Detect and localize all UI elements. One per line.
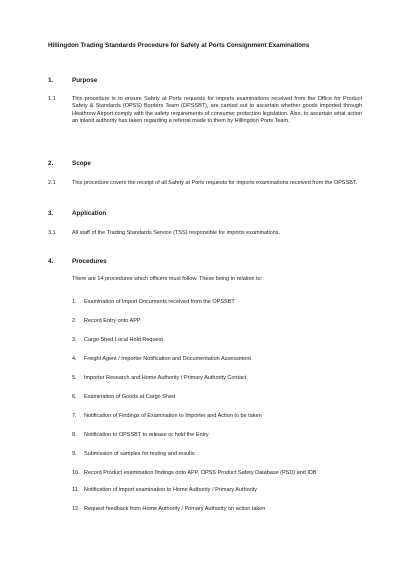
paragraph-purpose — [48, 96, 362, 126]
paragraph-application — [48, 230, 362, 237]
section-heading-application — [48, 210, 106, 218]
procedure-list-item — [72, 413, 352, 420]
procedure-number: 8. — [72, 432, 77, 438]
procedure-list-item — [72, 470, 352, 477]
procedure-list-item — [72, 318, 352, 325]
paragraph-number: 1.1 — [48, 96, 56, 102]
section-title: Procedures — [72, 258, 107, 265]
section-heading-scope — [48, 160, 91, 168]
procedure-text: Examination of Goods at Cargo Shed — [84, 394, 176, 400]
paragraph-number: 3.1 — [48, 230, 56, 236]
procedure-text: Importer Research and Home Authority / Primary Authority Contact — [84, 375, 247, 381]
procedure-list-item — [72, 432, 352, 439]
procedure-text: Notification to OPSSBT to release or hold the Entry — [84, 432, 209, 438]
section-heading-procedures — [48, 258, 107, 266]
paragraph-text: There are 14 procedures which officers must follow. These being in relation to: — [72, 276, 263, 282]
procedure-list-item — [72, 299, 352, 306]
paragraph-text: This procedure is to ensure Safety at Ports requests for imports examinations received from the Office for Product Safety & Standards (OPSS) Borders Team (OPSSBT), are carried out to ascertain whether goods imported through Heathrow Airport comply with the safety requirements of consumer protection legislation. Also, to ascertain what action an inland authority has taken regarding a referral made to them by Hillingdon Ports Team. — [72, 96, 362, 125]
procedure-number: 7. — [72, 413, 77, 419]
procedure-text: Freight Agent / Importer Notification and Documentation Assessment — [84, 356, 251, 362]
section-number: 2. — [48, 160, 54, 167]
procedure-text: Notification of Findings of Examination to Importer and Action to be taken — [84, 413, 262, 419]
procedure-list-item — [72, 337, 352, 344]
procedure-text: Record Entry onto APP — [84, 318, 141, 324]
paragraph-number: 2.1 — [48, 180, 56, 186]
procedure-text: Notification of import examination to Home Authority / Primary Authority — [84, 487, 258, 494]
paragraph-scope — [48, 180, 362, 187]
procedure-number: 11. — [72, 487, 80, 494]
procedure-number: 10. — [72, 470, 80, 476]
procedure-number: 6. — [72, 394, 77, 400]
procedure-number: 1. — [72, 299, 77, 305]
section-title: Application — [72, 210, 107, 217]
section-number: 4. — [48, 258, 54, 265]
procedure-number: 12. — [72, 506, 80, 513]
procedure-number: 4. — [72, 356, 77, 362]
section-number: 3. — [48, 210, 54, 217]
paragraph-text: All staff of the Trading Standards Service (TSS) responsible for imports examinations. — [72, 230, 281, 236]
procedure-number: 2. — [72, 318, 77, 324]
section-title: Purpose — [72, 77, 98, 84]
procedure-list-item — [72, 506, 352, 513]
procedure-text: Record Product examination findings onto APP, OPSS Product Safety Database (PSD) and IDB — [84, 470, 317, 476]
procedure-list-item — [72, 356, 352, 363]
procedure-list — [72, 299, 352, 525]
section-number: 1. — [48, 77, 54, 84]
section-title: Scope — [72, 160, 91, 167]
procedure-list-item — [72, 451, 352, 458]
procedure-number: 3. — [72, 337, 77, 343]
document-title: Hillingdon Trading Standards Procedure for Safety at Ports Consignment Examinations — [48, 42, 310, 49]
procedure-number: 5. — [72, 375, 77, 381]
procedure-list-item — [72, 375, 352, 382]
procedure-text: Request feedback from Home Authority / Primary Authority on action taken — [84, 506, 266, 513]
paragraph-procedures-intro — [48, 276, 338, 283]
procedure-text: Cargo Shed Local Hold Request — [84, 337, 163, 343]
procedure-number: 9. — [72, 451, 77, 457]
section-heading-purpose — [48, 77, 97, 85]
procedure-list-item — [72, 394, 352, 401]
paragraph-text: This procedure covers the receipt of all Safety at Ports requests for imports examinations received from the OPSSBT. — [72, 180, 358, 186]
procedure-text: Submission of samples for testing and results — [84, 451, 195, 457]
procedure-list-item — [72, 487, 352, 494]
procedure-text: Examination of Import Documents received from the OPSSBT — [84, 299, 235, 305]
